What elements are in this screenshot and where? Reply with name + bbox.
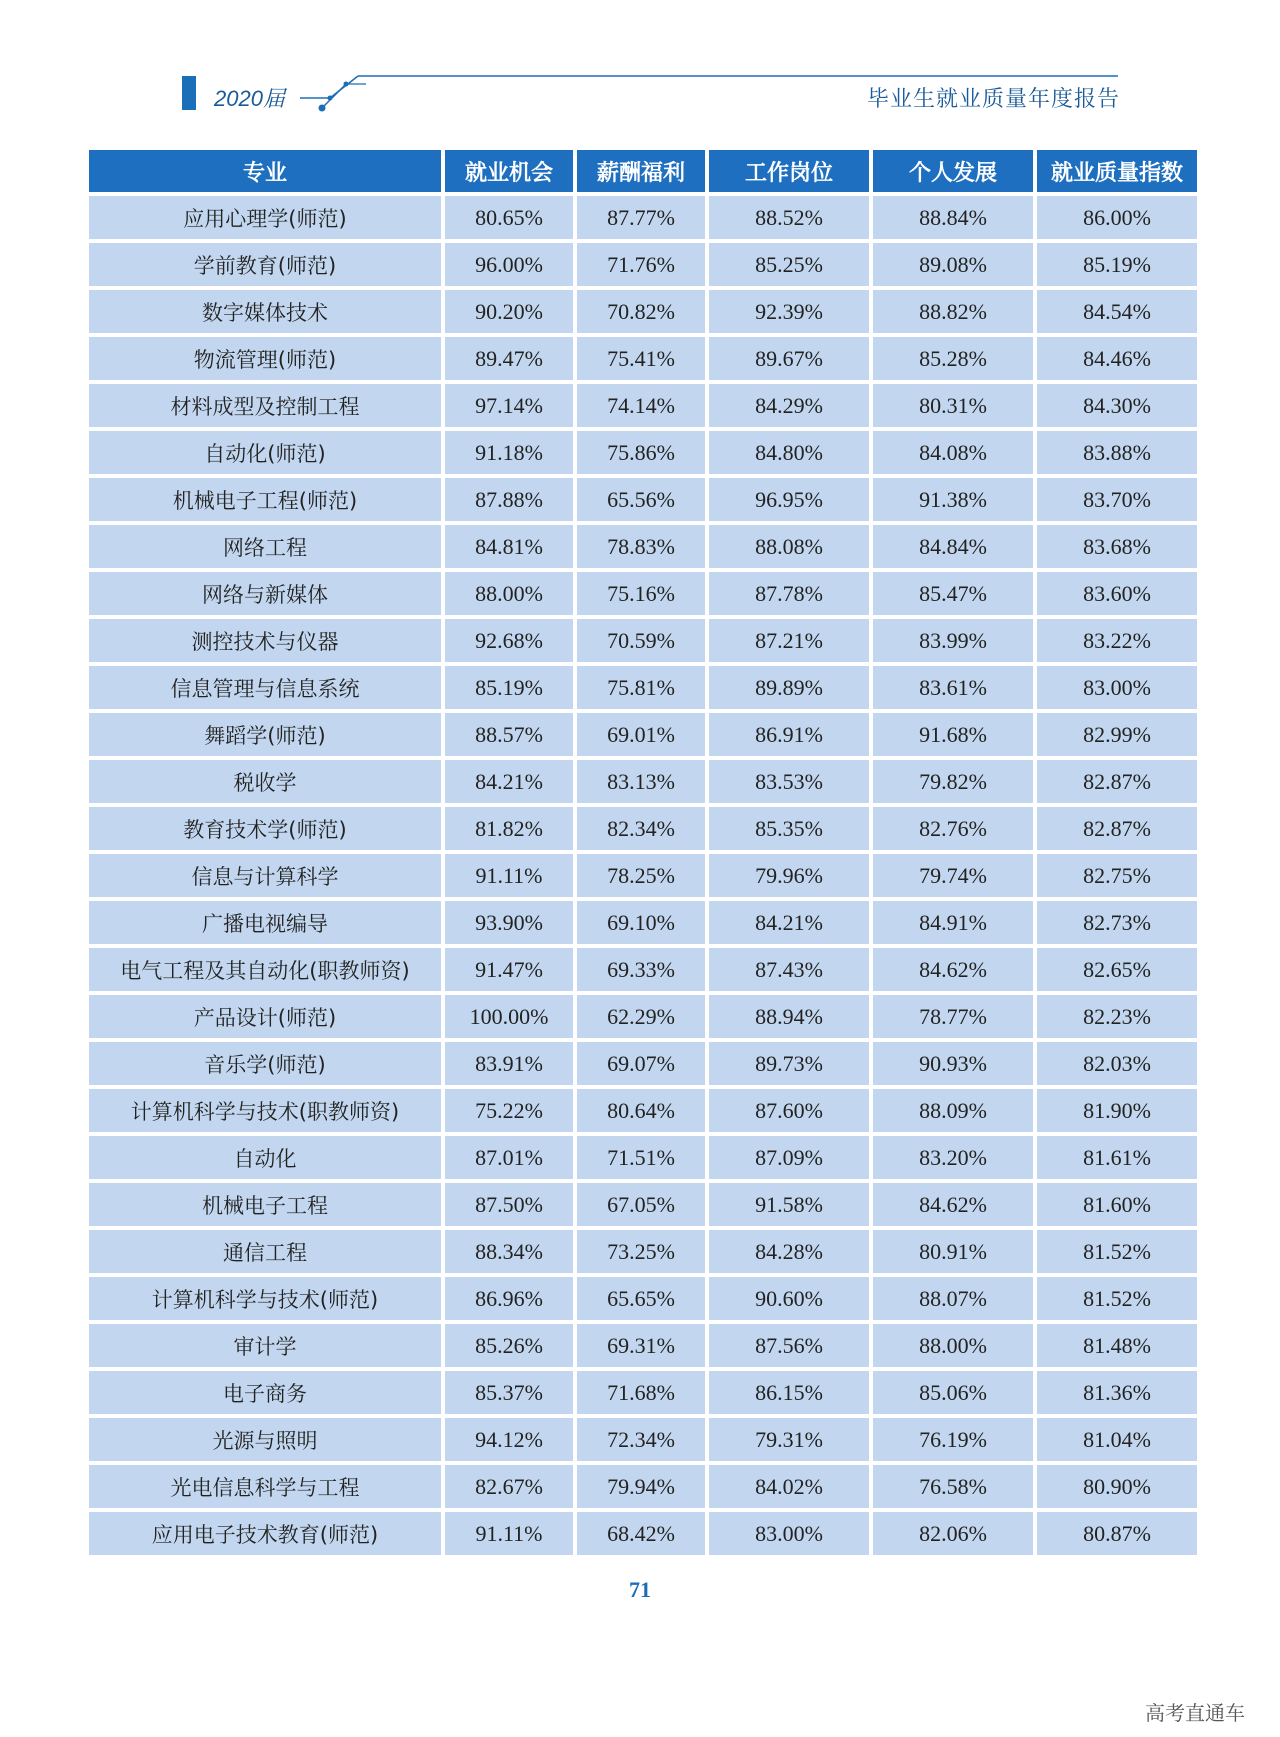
cell-value: 89.47% xyxy=(445,337,573,380)
cell-major-name: 计算机科学与技术(职教师资) xyxy=(89,1089,441,1132)
cell-value: 81.60% xyxy=(1037,1183,1197,1226)
table-row xyxy=(89,478,1197,521)
cell-value: 80.91% xyxy=(873,1230,1033,1273)
cell-value: 80.87% xyxy=(1037,1512,1197,1555)
cell-value: 88.84% xyxy=(873,196,1033,239)
cell-value: 91.38% xyxy=(873,478,1033,521)
table-row xyxy=(89,995,1197,1038)
cell-value: 91.11% xyxy=(445,854,573,897)
cell-major-name: 信息与计算科学 xyxy=(89,854,441,897)
cell-value: 87.43% xyxy=(709,948,869,991)
cell-value: 71.76% xyxy=(577,243,705,286)
cell-value: 81.90% xyxy=(1037,1089,1197,1132)
cell-value: 88.34% xyxy=(445,1230,573,1273)
table-row xyxy=(89,525,1197,568)
cell-value: 83.20% xyxy=(873,1136,1033,1179)
cell-value: 80.65% xyxy=(445,196,573,239)
cell-value: 82.87% xyxy=(1037,807,1197,850)
col-header-major: 专业 xyxy=(89,150,441,192)
cell-value: 84.02% xyxy=(709,1465,869,1508)
report-title: 毕业生就业质量年度报告 xyxy=(866,87,1120,112)
cell-value: 84.80% xyxy=(709,431,869,474)
cell-value: 86.96% xyxy=(445,1277,573,1320)
cell-major-name: 信息管理与信息系统 xyxy=(89,666,441,709)
cell-major-name: 数字媒体技术 xyxy=(89,290,441,333)
table-row xyxy=(89,854,1197,897)
cell-value: 89.67% xyxy=(709,337,869,380)
table-row xyxy=(89,337,1197,380)
cell-value: 75.22% xyxy=(445,1089,573,1132)
cell-value: 87.50% xyxy=(445,1183,573,1226)
cell-major-name: 广播电视编导 xyxy=(89,901,441,944)
cell-value: 82.87% xyxy=(1037,760,1197,803)
table-row xyxy=(89,1418,1197,1461)
cell-value: 79.96% xyxy=(709,854,869,897)
cell-value: 83.70% xyxy=(1037,478,1197,521)
cell-value: 82.06% xyxy=(873,1512,1033,1555)
cell-value: 82.76% xyxy=(873,807,1033,850)
cell-major-name: 舞蹈学(师范) xyxy=(89,713,441,756)
cell-value: 69.01% xyxy=(577,713,705,756)
cell-value: 85.47% xyxy=(873,572,1033,615)
table-row xyxy=(89,807,1197,850)
cell-major-name: 计算机科学与技术(师范) xyxy=(89,1277,441,1320)
col-header-opportunity: 就业机会 xyxy=(445,150,573,192)
cell-value: 88.00% xyxy=(873,1324,1033,1367)
cell-value: 80.31% xyxy=(873,384,1033,427)
cell-value: 84.21% xyxy=(445,760,573,803)
cell-value: 65.56% xyxy=(577,478,705,521)
table-row xyxy=(89,1465,1197,1508)
cell-value: 84.54% xyxy=(1037,290,1197,333)
cell-value: 91.68% xyxy=(873,713,1033,756)
header-decoration xyxy=(0,0,1280,140)
table-row xyxy=(89,901,1197,944)
cell-value: 84.91% xyxy=(873,901,1033,944)
cell-value: 81.48% xyxy=(1037,1324,1197,1367)
cell-value: 78.77% xyxy=(873,995,1033,1038)
cell-value: 91.58% xyxy=(709,1183,869,1226)
table-row xyxy=(89,1230,1197,1273)
cell-value: 80.64% xyxy=(577,1089,705,1132)
cell-value: 80.90% xyxy=(1037,1465,1197,1508)
cell-value: 86.15% xyxy=(709,1371,869,1414)
cell-value: 82.65% xyxy=(1037,948,1197,991)
cell-major-name: 音乐学(师范) xyxy=(89,1042,441,1085)
table-row xyxy=(89,384,1197,427)
table-row xyxy=(89,196,1197,239)
cell-value: 86.91% xyxy=(709,713,869,756)
cell-value: 91.18% xyxy=(445,431,573,474)
cell-major-name: 税收学 xyxy=(89,760,441,803)
cell-value: 83.22% xyxy=(1037,619,1197,662)
cell-value: 82.67% xyxy=(445,1465,573,1508)
cell-value: 94.12% xyxy=(445,1418,573,1461)
cell-value: 85.26% xyxy=(445,1324,573,1367)
table-row xyxy=(89,1324,1197,1367)
cell-value: 83.53% xyxy=(709,760,869,803)
cell-value: 88.52% xyxy=(709,196,869,239)
cell-value: 69.33% xyxy=(577,948,705,991)
cell-value: 84.62% xyxy=(873,948,1033,991)
cell-major-name: 物流管理(师范) xyxy=(89,337,441,380)
employment-quality-table xyxy=(85,146,1201,1559)
table-row xyxy=(89,1371,1197,1414)
cell-major-name: 机械电子工程(师范) xyxy=(89,478,441,521)
cell-value: 82.23% xyxy=(1037,995,1197,1038)
cell-value: 69.31% xyxy=(577,1324,705,1367)
cell-value: 88.00% xyxy=(445,572,573,615)
table-row xyxy=(89,619,1197,662)
cell-value: 85.28% xyxy=(873,337,1033,380)
cell-value: 65.65% xyxy=(577,1277,705,1320)
cell-major-name: 机械电子工程 xyxy=(89,1183,441,1226)
cell-value: 84.84% xyxy=(873,525,1033,568)
cell-value: 88.09% xyxy=(873,1089,1033,1132)
cell-value: 83.91% xyxy=(445,1042,573,1085)
cell-major-name: 电气工程及其自动化(职教师资) xyxy=(89,948,441,991)
cell-value: 82.75% xyxy=(1037,854,1197,897)
cell-value: 87.21% xyxy=(709,619,869,662)
cell-value: 92.39% xyxy=(709,290,869,333)
table-row xyxy=(89,1136,1197,1179)
cell-major-name: 应用电子技术教育(师范) xyxy=(89,1512,441,1555)
cell-value: 85.06% xyxy=(873,1371,1033,1414)
cell-value: 78.83% xyxy=(577,525,705,568)
cell-value: 83.88% xyxy=(1037,431,1197,474)
cell-value: 70.82% xyxy=(577,290,705,333)
cell-value: 76.58% xyxy=(873,1465,1033,1508)
cell-value: 71.68% xyxy=(577,1371,705,1414)
table-row xyxy=(89,1042,1197,1085)
cell-value: 83.68% xyxy=(1037,525,1197,568)
cell-value: 87.78% xyxy=(709,572,869,615)
cell-value: 81.04% xyxy=(1037,1418,1197,1461)
cell-value: 85.19% xyxy=(1037,243,1197,286)
cell-major-name: 网络与新媒体 xyxy=(89,572,441,615)
cell-value: 67.05% xyxy=(577,1183,705,1226)
table-row xyxy=(89,290,1197,333)
cell-value: 84.21% xyxy=(709,901,869,944)
cell-major-name: 自动化 xyxy=(89,1136,441,1179)
cell-value: 87.56% xyxy=(709,1324,869,1367)
cell-value: 84.08% xyxy=(873,431,1033,474)
cell-value: 75.86% xyxy=(577,431,705,474)
cell-value: 75.16% xyxy=(577,572,705,615)
cell-value: 84.62% xyxy=(873,1183,1033,1226)
cell-value: 89.89% xyxy=(709,666,869,709)
cell-value: 90.93% xyxy=(873,1042,1033,1085)
cell-value: 79.31% xyxy=(709,1418,869,1461)
cell-value: 88.94% xyxy=(709,995,869,1038)
cell-value: 72.34% xyxy=(577,1418,705,1461)
cell-major-name: 自动化(师范) xyxy=(89,431,441,474)
table-row xyxy=(89,243,1197,286)
cell-value: 87.88% xyxy=(445,478,573,521)
cell-value: 79.82% xyxy=(873,760,1033,803)
cell-value: 91.47% xyxy=(445,948,573,991)
cell-value: 81.52% xyxy=(1037,1230,1197,1273)
cell-value: 62.29% xyxy=(577,995,705,1038)
report-year: 2020届 xyxy=(214,86,285,111)
table-row xyxy=(89,713,1197,756)
table-row xyxy=(89,1512,1197,1555)
cell-value: 68.42% xyxy=(577,1512,705,1555)
cell-value: 73.25% xyxy=(577,1230,705,1273)
cell-value: 83.00% xyxy=(1037,666,1197,709)
cell-value: 88.07% xyxy=(873,1277,1033,1320)
cell-value: 83.13% xyxy=(577,760,705,803)
cell-value: 90.20% xyxy=(445,290,573,333)
cell-value: 84.29% xyxy=(709,384,869,427)
cell-value: 84.30% xyxy=(1037,384,1197,427)
cell-value: 86.00% xyxy=(1037,196,1197,239)
cell-major-name: 产品设计(师范) xyxy=(89,995,441,1038)
cell-value: 93.90% xyxy=(445,901,573,944)
cell-value: 85.37% xyxy=(445,1371,573,1414)
table-row xyxy=(89,572,1197,615)
cell-value: 96.00% xyxy=(445,243,573,286)
cell-value: 88.57% xyxy=(445,713,573,756)
cell-value: 82.34% xyxy=(577,807,705,850)
cell-value: 85.19% xyxy=(445,666,573,709)
cell-major-name: 材料成型及控制工程 xyxy=(89,384,441,427)
cell-value: 74.14% xyxy=(577,384,705,427)
cell-value: 69.10% xyxy=(577,901,705,944)
table-row xyxy=(89,431,1197,474)
cell-value: 87.01% xyxy=(445,1136,573,1179)
cell-value: 83.00% xyxy=(709,1512,869,1555)
cell-value: 79.94% xyxy=(577,1465,705,1508)
cell-value: 91.11% xyxy=(445,1512,573,1555)
page-number: 71 xyxy=(629,1577,651,1602)
cell-value: 70.59% xyxy=(577,619,705,662)
table-row xyxy=(89,760,1197,803)
cell-value: 82.03% xyxy=(1037,1042,1197,1085)
cell-major-name: 电子商务 xyxy=(89,1371,441,1414)
cell-value: 76.19% xyxy=(873,1418,1033,1461)
cell-value: 84.46% xyxy=(1037,337,1197,380)
cell-value: 75.81% xyxy=(577,666,705,709)
table-row xyxy=(89,1277,1197,1320)
table-header-row xyxy=(89,150,1197,192)
cell-value: 81.52% xyxy=(1037,1277,1197,1320)
cell-major-name: 网络工程 xyxy=(89,525,441,568)
table-row xyxy=(89,1183,1197,1226)
cell-value: 84.81% xyxy=(445,525,573,568)
cell-value: 89.73% xyxy=(709,1042,869,1085)
cell-value: 88.82% xyxy=(873,290,1033,333)
cell-value: 87.77% xyxy=(577,196,705,239)
cell-value: 87.60% xyxy=(709,1089,869,1132)
cell-value: 78.25% xyxy=(577,854,705,897)
cell-value: 85.25% xyxy=(709,243,869,286)
cell-value: 84.28% xyxy=(709,1230,869,1273)
col-header-position: 工作岗位 xyxy=(709,150,869,192)
cell-value: 88.08% xyxy=(709,525,869,568)
watermark: 高考直通车 xyxy=(1145,1701,1245,1725)
col-header-development: 个人发展 xyxy=(873,150,1033,192)
cell-value: 90.60% xyxy=(709,1277,869,1320)
table-row xyxy=(89,1089,1197,1132)
cell-value: 83.99% xyxy=(873,619,1033,662)
cell-major-name: 学前教育(师范) xyxy=(89,243,441,286)
cell-value: 82.73% xyxy=(1037,901,1197,944)
table-row xyxy=(89,666,1197,709)
cell-value: 81.36% xyxy=(1037,1371,1197,1414)
cell-value: 69.07% xyxy=(577,1042,705,1085)
cell-major-name: 教育技术学(师范) xyxy=(89,807,441,850)
cell-major-name: 审计学 xyxy=(89,1324,441,1367)
table-row xyxy=(89,948,1197,991)
col-header-quality-index: 就业质量指数 xyxy=(1037,150,1197,192)
cell-value: 100.00% xyxy=(445,995,573,1038)
cell-value: 89.08% xyxy=(873,243,1033,286)
col-header-salary: 薪酬福利 xyxy=(577,150,705,192)
cell-value: 81.61% xyxy=(1037,1136,1197,1179)
cell-value: 85.35% xyxy=(709,807,869,850)
cell-value: 97.14% xyxy=(445,384,573,427)
cell-major-name: 光源与照明 xyxy=(89,1418,441,1461)
cell-value: 79.74% xyxy=(873,854,1033,897)
cell-value: 82.99% xyxy=(1037,713,1197,756)
cell-value: 83.60% xyxy=(1037,572,1197,615)
cell-value: 92.68% xyxy=(445,619,573,662)
cell-major-name: 应用心理学(师范) xyxy=(89,196,441,239)
cell-value: 96.95% xyxy=(709,478,869,521)
cell-value: 83.61% xyxy=(873,666,1033,709)
cell-value: 87.09% xyxy=(709,1136,869,1179)
cell-value: 71.51% xyxy=(577,1136,705,1179)
cell-value: 75.41% xyxy=(577,337,705,380)
cell-major-name: 通信工程 xyxy=(89,1230,441,1273)
cell-value: 81.82% xyxy=(445,807,573,850)
cell-major-name: 光电信息科学与工程 xyxy=(89,1465,441,1508)
cell-major-name: 测控技术与仪器 xyxy=(89,619,441,662)
